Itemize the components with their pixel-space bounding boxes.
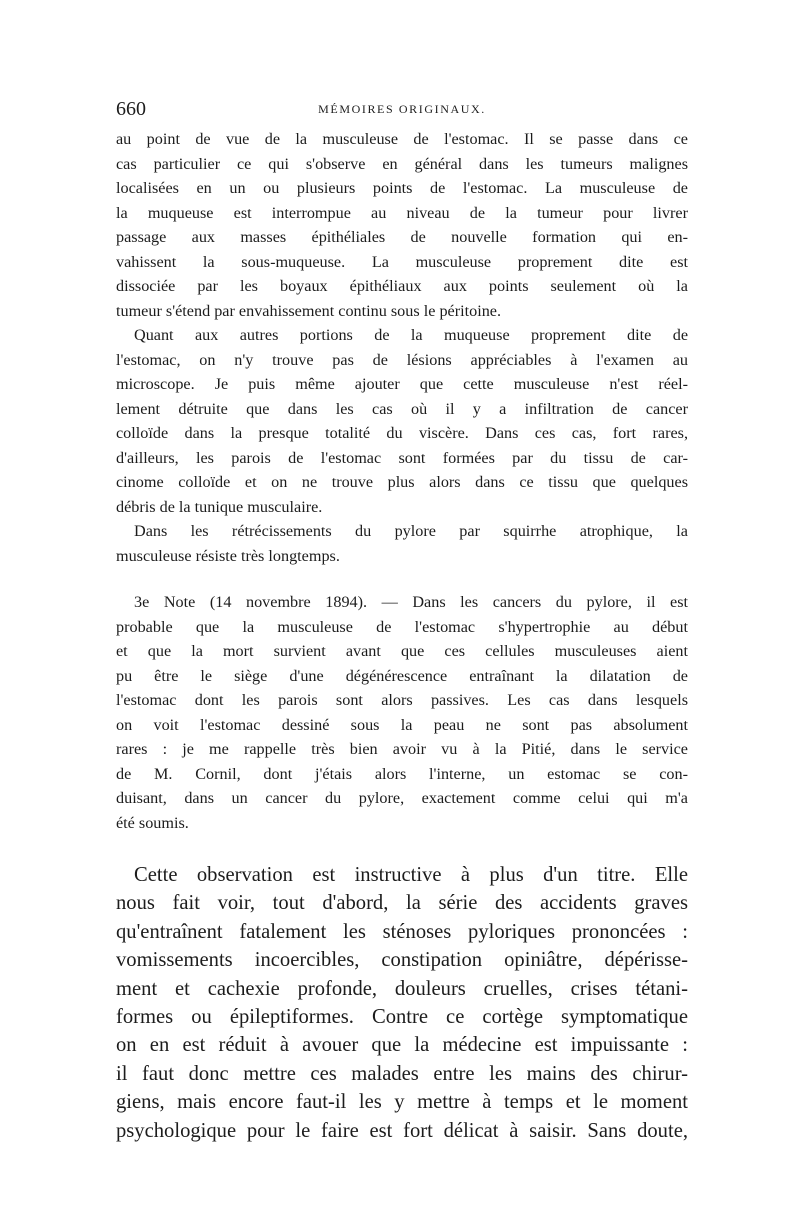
text-line: au point de vue de la musculeuse de l'estomac. Il se passe dans ce (116, 130, 688, 148)
text-line: localisées en un ou plusieurs points de l'estomac. La musculeuse de (116, 179, 688, 197)
text-line: musculeuse résiste très longtemps. (116, 546, 340, 565)
text-line: de M. Cornil, dont j'étais alors l'interne, un estomac se con- (116, 764, 688, 783)
text-line: rares : je me rappelle très bien avoir vu à la Pitié, dans le service (116, 740, 688, 758)
text-line: tumeur s'étend par envahissement continu sous le péritoine. (116, 301, 502, 320)
text-line: 3e Note (14 novembre 1894). — Dans les cancers du pylore, il est (134, 593, 688, 611)
text-line: passage aux masses épithéliales de nouvelle formation qui en- (116, 228, 688, 246)
text-line: cas particulier ce qui s'observe en général dans les tumeurs malignes (116, 154, 688, 173)
text-line: formes ou épileptiformes. Contre ce cortège symptomatique (116, 1006, 688, 1029)
paragraph-3 (116, 519, 688, 568)
text-line: nous fait voir, tout d'abord, la série des accidents graves (116, 892, 688, 915)
text-line: on en est réduit à avouer que la médecine est impuissante : (116, 1034, 688, 1057)
text-line: lement détruite que dans les cas où il y a infiltration de cancer (116, 399, 688, 418)
text-line: été soumis. (116, 813, 189, 832)
document-page (116, 96, 688, 1145)
text-line: Quant aux autres portions de la muqueuse proprement dite de (134, 326, 688, 344)
paragraph-2 (116, 323, 688, 519)
text-line: il faut donc mettre ces malades entre les mains des chirur- (116, 1062, 688, 1085)
text-line: l'estomac dont les parois sont alors passives. Les cas dans lesquels (116, 691, 688, 709)
text-line: psychologique pour le faire est fort délicat à saisir. Sans doute, (116, 1119, 688, 1142)
page-number: 660 (116, 98, 146, 120)
text-line: cinome colloïde et on ne trouve plus alors dans ce tissu que quelques (116, 473, 688, 491)
text-line: et que la mort survient avant que ces cellules musculeuses aient (116, 642, 688, 660)
running-title: MÉMOIRES ORIGINAUX. (318, 102, 486, 116)
paragraph-main (116, 861, 688, 1145)
text-line: la muqueuse est interrompue au niveau de la tumeur pour livrer (116, 203, 688, 222)
text-line: vahissent la sous-muqueuse. La musculeuse proprement dite est (116, 252, 688, 271)
running-header (116, 96, 688, 126)
text-line: Dans les rétrécissements du pylore par squirrhe atrophique, la (134, 522, 688, 540)
text-line: colloïde dans la presque totalité du viscère. Dans ces cas, fort rares, (116, 424, 688, 442)
text-line: pu être le siège d'une dégénérescence entraînant la dilatation de (116, 666, 688, 685)
text-line: qu'entraînent fatalement les sténoses pyloriques prononcées : (116, 920, 688, 943)
text-line: dissociée par les boyaux épithéliaux aux points seulement où la (116, 277, 688, 295)
text-line: probable que la musculeuse de l'estomac s'hypertrophie au début (116, 617, 688, 636)
paragraph-1 (116, 127, 688, 323)
text-line: duisant, dans un cancer du pylore, exactement comme celui qui m'a (116, 789, 688, 807)
text-line: Cette observation est instructive à plus d'un titre. Elle (134, 864, 688, 886)
text-line: giens, mais encore faut-il les y mettre à temps et le moment (116, 1091, 688, 1114)
text-line: l'estomac, on n'y trouve pas de lésions appréciables à l'examen au (116, 350, 688, 369)
text-line: débris de la tunique musculaire. (116, 497, 323, 516)
text-line: vomissements incoercibles, constipation opiniâtre, dépérisse- (116, 949, 688, 972)
text-line: microscope. Je puis même ajouter que cette musculeuse n'est réel- (116, 375, 688, 393)
text-line: ment et cachexie profonde, douleurs cruelles, crises tétani- (116, 977, 688, 1000)
text-line: d'ailleurs, les parois de l'estomac sont formées par du tissu de car- (116, 448, 688, 467)
note-paragraph (116, 590, 688, 835)
text-line: on voit l'estomac dessiné sous la peau ne sont pas absolument (116, 715, 688, 734)
